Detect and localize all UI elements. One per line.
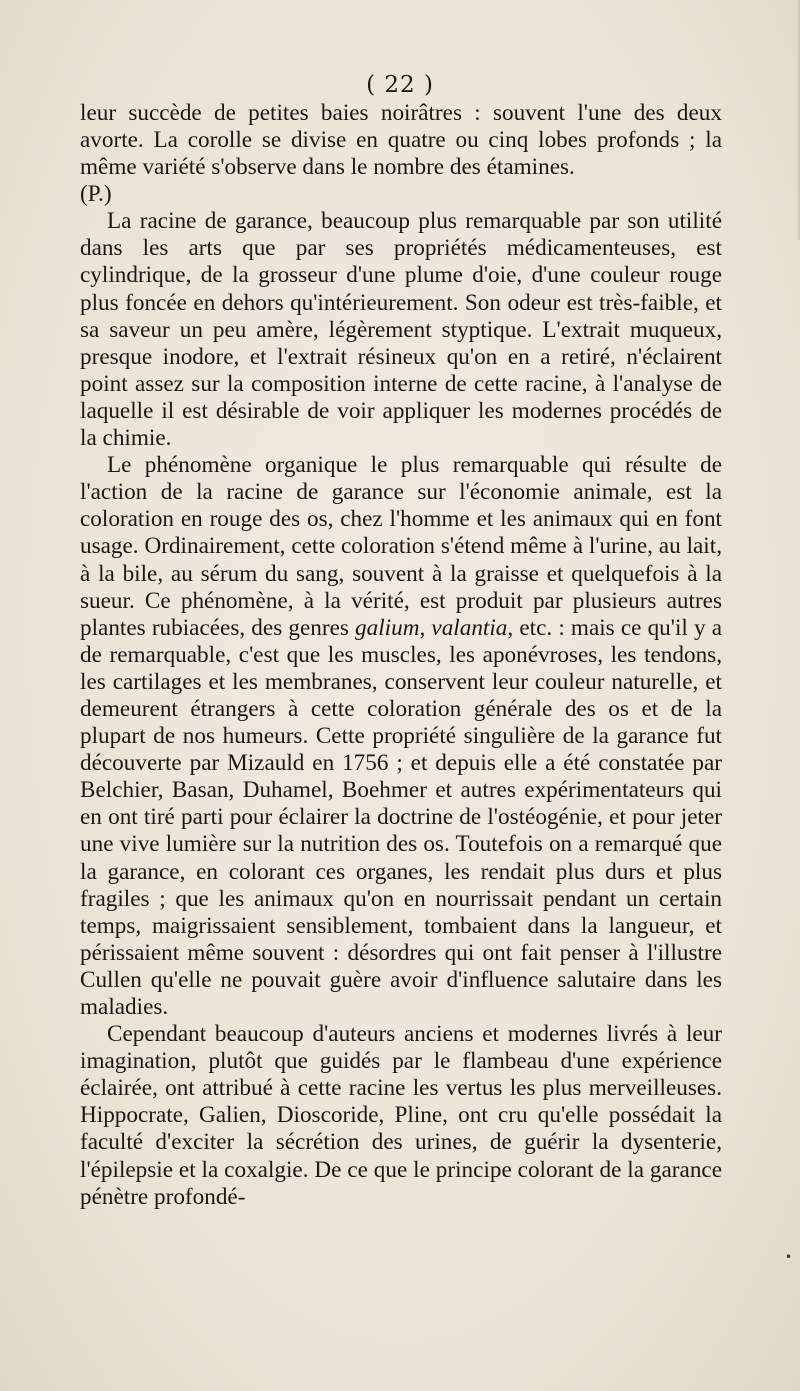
genus-valantia: valantia xyxy=(431,614,508,641)
ink-speck: • xyxy=(785,1250,793,1264)
genus-separator: , xyxy=(419,614,432,641)
author-signature: (P.) xyxy=(80,181,112,208)
paragraph-phenomene xyxy=(80,452,722,1021)
phenomene-text-end: , etc. : mais ce qu'il y a de remarquable, c'est que les muscles, les aponévroses, les tendons, les cartilages et les membranes, conservent leur couleur naturelle, et demeurent étrangers à cette coloration générale des os et de la plupart de nos humeurs. Cette propriété singulière de la garance fut découverte par Mizauld en 1756 ; et depuis elle a été constatée par Belchier, Basan, Duhamel, Boehmer et autres expérimentateurs qui en ont tiré parti pour éclairer la doctrine de l'ostéogénie, et pour jeter une vive lumière sur la nutrition des os. Toutefois on a remarqué que la garance, en colorant ces organes, les rendait plus durs et plus fragiles ; que les animaux qu'on en nourrissait pendant un certain temps, maigrissaient sensiblement, tombaient dans la langueur, et périssaient même souvent : désordres qui ont fait penser à l'illustre Cullen qu'elle ne pouvait guère avoir d'influence salutaire dans les maladies. xyxy=(80,614,723,1020)
paragraph-racine: La racine de garance, beaucoup plus remarquable par son utilité dans les arts que par ses propriétés médicamenteuses, est cylindrique, de la grosseur d'une plume d'oie, d'une couleur rouge plus foncée en dehors qu'intérieurement. Son odeur est très-faible, et sa saveur un peu amère, légèrement styptique. L'extrait muqueux, presque inodore, et l'extrait résineux qu'on en a retiré, n'éclairent point assez sur la composition interne de cette racine, à l'analyse de laquelle il est désirable de voir appliquer les modernes procédés de la chimie. xyxy=(80,208,722,452)
paragraph-cependant: Cependant beaucoup d'auteurs anciens et modernes livrés à leur imagination, plutôt que guidés par le flambeau d'une expérience éclairée, ont attribué à cette racine les vertus les plus merveilleuses. Hippocrate, Galien, Dioscoride, Pline, ont cru qu'elle possédait la faculté d'exciter la sécrétion des urines, de guérir la dysenterie, l'épilepsie et la coxalgie. De ce que le principe colorant de la garance pénètre profondé- xyxy=(80,1021,722,1210)
page-number: ( 22 ) xyxy=(366,72,434,98)
page-edge-shadow xyxy=(796,0,800,240)
paragraph-continuation: leur succède de petites baies noirâtres : souvent l'une des deux avorte. La corolle se divise en quatre ou cinq lobes profonds ; la même variété s'observe dans le nombre des étamines. xyxy=(80,100,722,181)
phenomene-text-start: Le phénomène organique le plus remarquable qui résulte de l'action de la racine de garance sur l'économie animale, est la coloration en rouge des os, chez l'homme et les animaux qui en font usage. Ordinairement, cette coloration s'étend même à l'urine, au lait, à la bile, au sérum du sang, souvent à la graisse et quelquefois à la sueur. Ce phénomène, à la vérité, est produit par plusieurs autres plantes rubiacées, des genres xyxy=(80,452,722,641)
body-text xyxy=(80,100,722,1211)
genus-galium: galium xyxy=(355,614,420,641)
